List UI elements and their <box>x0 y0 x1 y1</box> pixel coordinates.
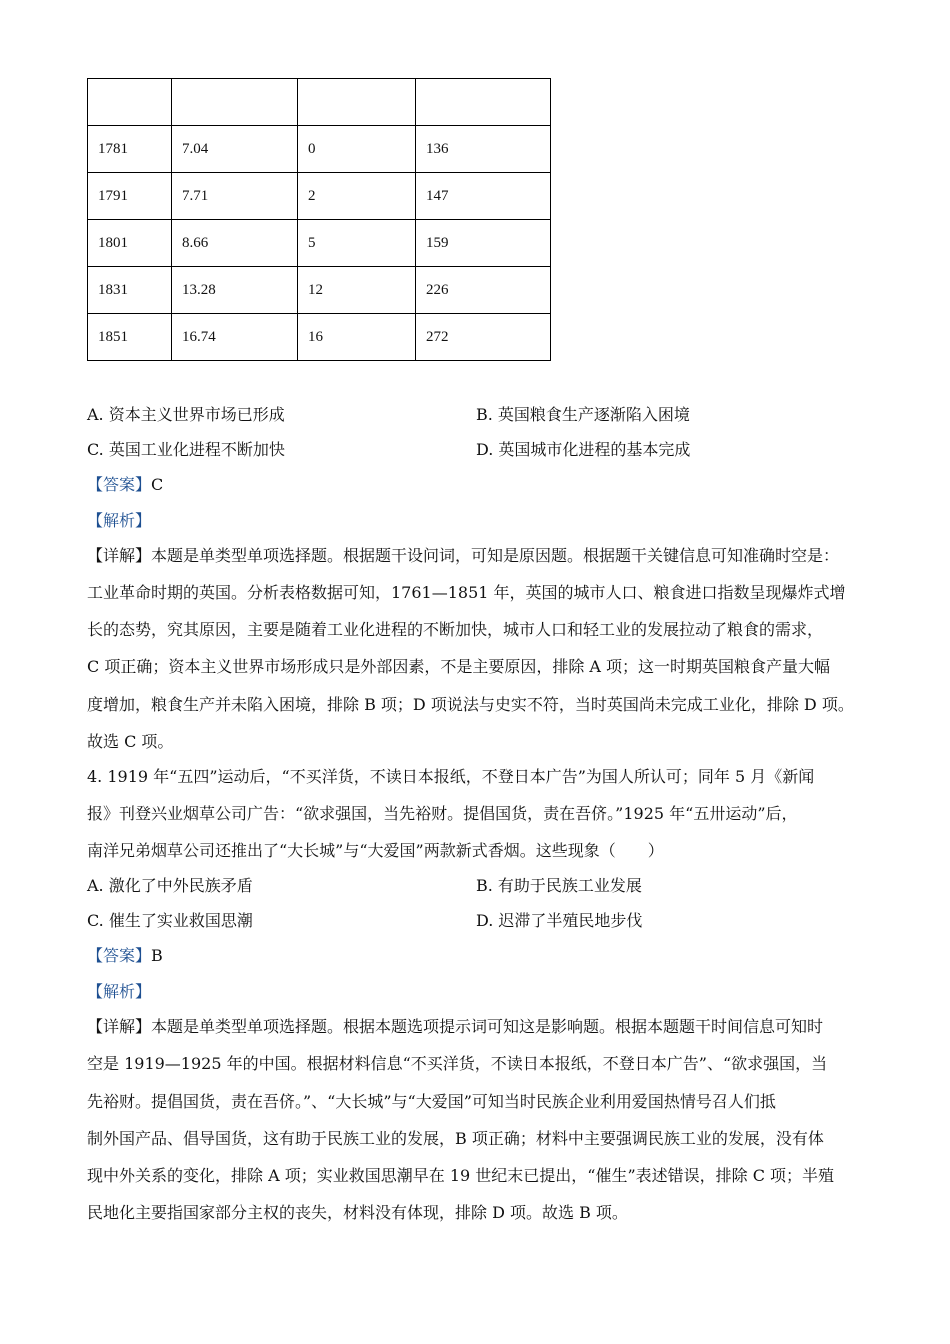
table-cell <box>416 79 551 126</box>
table-cell: 1801 <box>88 220 172 267</box>
q4-detail-line: 先裕财。提倡国货，责在吾侪。”、“大长城”与“大爱国”可知当时民族企业利用爱国热情号召人们抵 <box>87 1092 776 1111</box>
table-cell: 16.74 <box>172 314 298 361</box>
table-row <box>88 220 551 267</box>
q4-detail-line: 民地化主要指国家部分主权的丧失，材料没有体现，排除 D 项。故选 B 项。 <box>87 1203 628 1222</box>
table-cell: 226 <box>416 267 551 314</box>
table-cell: 1781 <box>88 126 172 173</box>
q3-analysis-tag <box>87 508 151 531</box>
analysis-tag: 【解析】 <box>87 982 152 1001</box>
q4-detail-line: 空是 1919—1925 年的中国。根据材料信息“不买洋货，不读日本报纸，不登日本广告”、“欲求强国，当 <box>87 1054 828 1073</box>
table-cell: 16 <box>298 314 416 361</box>
q4-answer <box>87 943 163 966</box>
detail-tag: 【详解】 <box>87 1017 152 1036</box>
table-cell: 7.71 <box>172 173 298 220</box>
table-cell: 159 <box>416 220 551 267</box>
data-table <box>87 78 551 361</box>
answer-tag: 【答案】 <box>87 946 152 965</box>
q4-stem-line: 南洋兄弟烟草公司还推出了“大长城”与“大爱国”两款新式香烟。这些现象（ ） <box>87 841 664 860</box>
analysis-tag: 【解析】 <box>87 511 152 530</box>
q3-answer <box>87 472 163 495</box>
q4-stem-line: 4. 1919 年“五四”运动后，“不买洋货，不读日本报纸，不登日本广告”为国人所认可；同年 5 月《新闻 <box>87 767 815 786</box>
table-cell: 136 <box>416 126 551 173</box>
q3-detail-line: 长的态势，究其原因，主要是随着工业化进程的不断加快，城市人口和轻工业的发展拉动了粮食的需求， <box>87 620 824 639</box>
q4-detail-line: 制外国产品、倡导国货，这有助于民族工业的发展，B 项正确；材料中主要强调民族工业的发展，没有体 <box>87 1129 824 1148</box>
q3-detail-line: 工业革命时期的英国。分析表格数据可知，1761—1851 年，英国的城市人口、粮食进口指数呈现爆炸式增 <box>87 583 846 602</box>
table-row <box>88 267 551 314</box>
table-cell: 7.04 <box>172 126 298 173</box>
table-row <box>88 314 551 361</box>
table-cell: 1831 <box>88 267 172 314</box>
q3-detail-line: 度增加，粮食生产并未陷入困境，排除 B 项；D 项说法与史实不符，当时英国尚未完成工业化，排除 D 项。 <box>87 695 854 714</box>
q4-option-c: C. 催生了实业救国思潮 <box>87 911 253 930</box>
table-cell: 1851 <box>88 314 172 361</box>
table-cell: 13.28 <box>172 267 298 314</box>
q3-option-c: C. 英国工业化进程不断加快 <box>87 440 285 459</box>
table-cell: 12 <box>298 267 416 314</box>
q4-stem-line: 报》刊登兴业烟草公司广告：“欲求强国，当先裕财。提倡国货，责在吾侪。”1925 年“五卅运动”后， <box>87 804 798 823</box>
table-cell: 0 <box>298 126 416 173</box>
table-cell: 5 <box>298 220 416 267</box>
q4-detail-line <box>87 1014 873 1037</box>
answer-value: C <box>151 475 164 494</box>
table-cell <box>172 79 298 126</box>
q3-option-d: D. 英国城市化进程的基本完成 <box>476 440 691 459</box>
q4-option-d: D. 迟滞了半殖民地步伐 <box>476 911 643 930</box>
q3-detail-line: C 项正确；资本主义世界市场形成只是外部因素，不是主要原因，排除 A 项；这一时期英国粮食产量大幅 <box>87 657 831 676</box>
q3-option-b: B. 英国粮食生产逐渐陷入困境 <box>476 405 690 424</box>
table-header-row <box>88 79 551 126</box>
answer-value: B <box>151 946 163 965</box>
table-cell <box>298 79 416 126</box>
q4-analysis-tag <box>87 979 151 1002</box>
table-cell: 8.66 <box>172 220 298 267</box>
q4-option-b: B. 有助于民族工业发展 <box>476 876 642 895</box>
q3-detail-line <box>87 543 873 566</box>
table-cell: 1791 <box>88 173 172 220</box>
q3-option-a: A. 资本主义世界市场已形成 <box>87 405 285 424</box>
table-row <box>88 126 551 173</box>
table-cell: 147 <box>416 173 551 220</box>
table-cell: 2 <box>298 173 416 220</box>
detail-tag: 【详解】 <box>87 546 152 565</box>
q3-detail-line: 故选 C 项。 <box>87 732 174 751</box>
q4-detail-line: 现中外关系的变化，排除 A 项；实业救国思潮早在 19 世纪末已提出，“催生”表述错误，排除 C 项；半殖 <box>87 1166 835 1185</box>
detail-text: 本题是单类型单项选择题。根据题干设问词，可知是原因题。根据题干关键信息可知准确时空是： <box>151 546 840 565</box>
q4-option-a: A. 激化了中外民族矛盾 <box>87 876 253 895</box>
table-cell <box>88 79 172 126</box>
answer-tag: 【答案】 <box>87 475 152 494</box>
table-cell: 272 <box>416 314 551 361</box>
table-row <box>88 173 551 220</box>
detail-text: 本题是单类型单项选择题。根据本题选项提示词可知这是影响题。根据本题题干时间信息可知时 <box>151 1017 824 1036</box>
